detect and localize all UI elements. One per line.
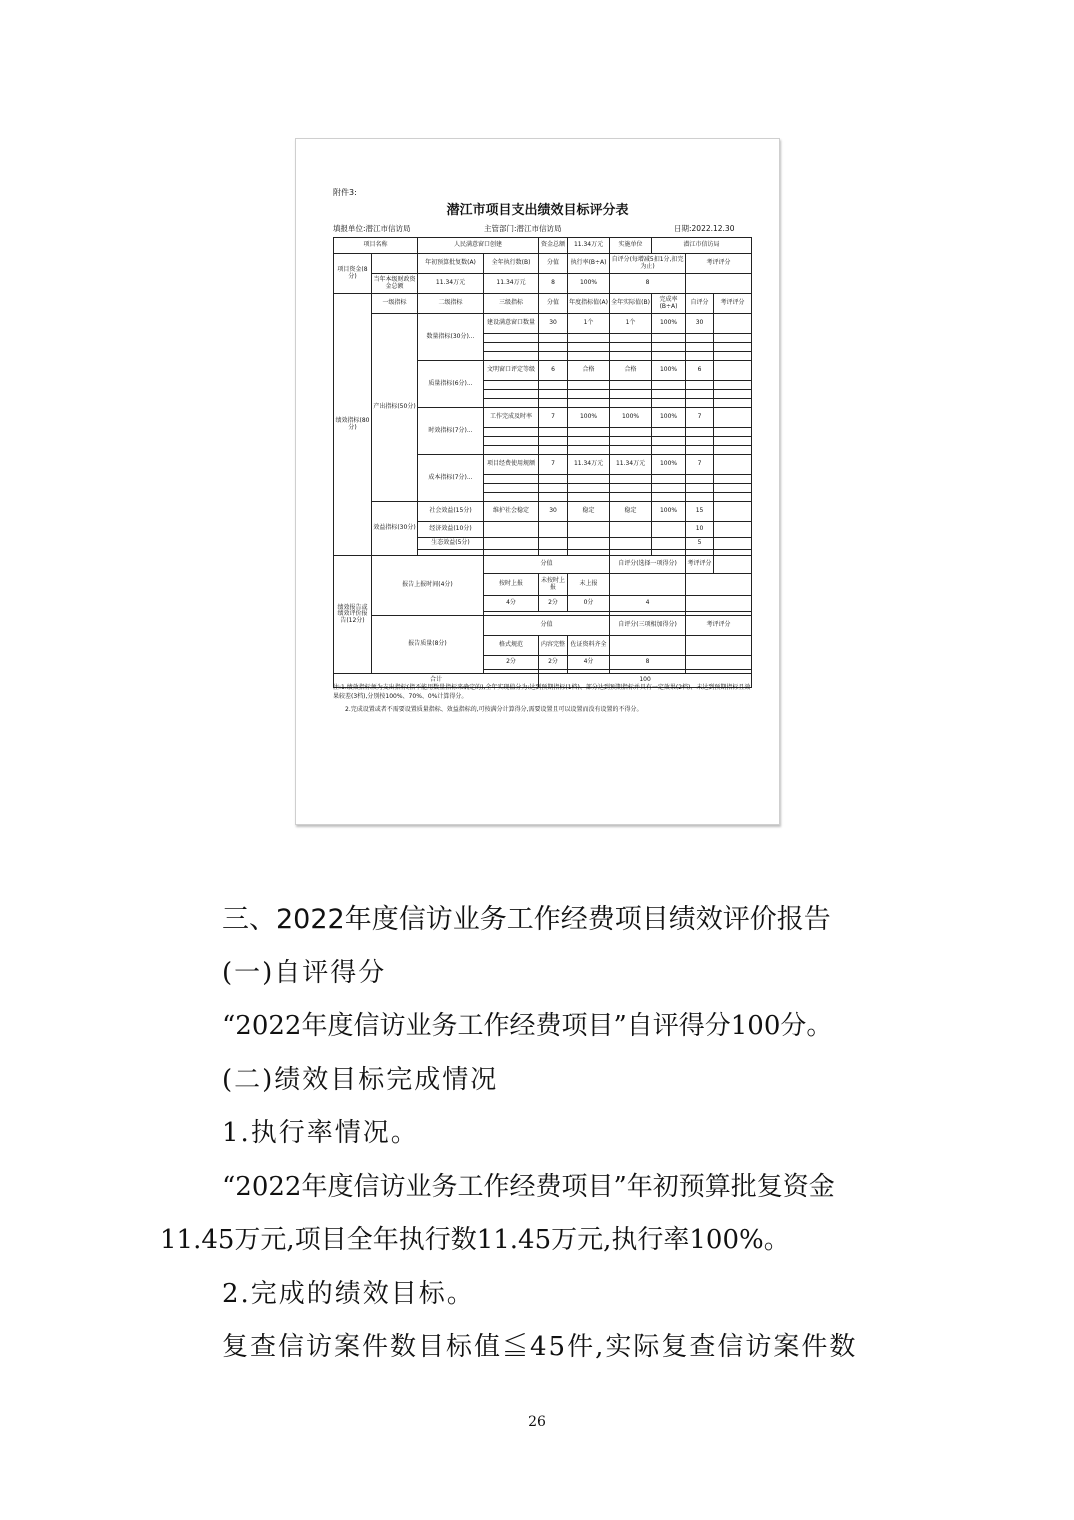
table-row: 质量指标(6分)... 文明窗口评定等级 6 合格 合格 100% 6 — [334, 361, 752, 381]
supervisor-dept: 主管部门:潜江市信访局 — [484, 224, 562, 233]
form-date: 日期:2022.12.30 — [674, 224, 735, 233]
table-row: 绩效报告或绩效评价报告(12分) 报告上报时间(4分) 分值 自评分(选择一项得分) 考评评分 — [334, 556, 752, 574]
table-row: 经济效益(10分) 10 — [334, 522, 752, 538]
table-row: 合计 100 — [334, 674, 752, 688]
subsection-self-score: (一)自评得分 — [222, 957, 387, 988]
paragraph-execution-line2: 11.45万元,项目全年执行数11.45万元,执行率100%。 — [160, 1225, 790, 1255]
paragraph-execution-line1: “2022年度信访业务工作经费项目”年初预算批复资金 — [222, 1171, 835, 1202]
report-body — [160, 893, 920, 1375]
page-number: 26 — [528, 1414, 546, 1430]
paragraph-review-cases: 复查信访案件数目标值≦45件,实际复查信访案件数 — [222, 1332, 858, 1362]
table-row: 项目资金(8分) 年初预算批复数(A) 全年执行数(B) 分值 执行率(B÷A) 自评分(每增减5扣1分,扣完为止) 考评评分 — [334, 254, 752, 274]
table-row: 绩效指标(80分) 一级指标 二级指标 三级指标 分值 年度指标值(A) 全年实际值(B) 完成率(B÷A) 自评分 考评评分 — [334, 294, 752, 314]
scoring-table — [333, 237, 752, 688]
table-row: 按时上报 未按时上报 未上报 — [334, 574, 752, 596]
table-row: 效益指标(30分) 社会效益(15分) 维护社会稳定 30 稳定 稳定 100% 15 — [334, 502, 752, 522]
section-heading: 三、2022年度信访业务工作经费项目绩效评价报告 — [222, 904, 831, 935]
table-row: 项目名称 人民满意窗口创建 资金总额 11.34万元 实施单位 潜江市信访局 — [334, 238, 752, 254]
embedded-scoring-form-image — [295, 138, 780, 825]
table-row: 产出指标(50分) 数量指标(30分)... 建设满意窗口数量 30 1个 1个 100% 30 — [334, 314, 752, 334]
filler-unit: 填报单位:潜江市信访局 — [333, 224, 411, 233]
table-row: 格式规范 内容完整 佐证资料齐全 — [334, 636, 752, 656]
table-row: 2分 2分 4分 8 — [334, 656, 752, 670]
item-execution-rate: 1.执行率情况。 — [222, 1118, 419, 1148]
table-row: 4分 2分 0分 4 — [334, 596, 752, 612]
paragraph-self-score: “2022年度信访业务工作经费项目”自评得分100分。 — [222, 1011, 833, 1041]
form-title: 潜江市项目支出绩效目标评分表 — [446, 203, 629, 218]
subsection-goal-completion: (二)绩效目标完成情况 — [222, 1064, 499, 1095]
table-row: 成本指标(7分)... 项目经费使用规额 7 11.34万元 11.34万元 100% 7 — [334, 455, 752, 475]
form-notes: 注:1.绩效指标须为支出指标(指不能用数量指标来确定的),全年实现值分为:达到预期指标(1档)、部分达到预期指标并具有一定效果(2档)、未达到预期指标且效果较差(3档),分别按100%、70%、0%计算得分。 2.完成设置或者不需要设置质量指标、效益指标的,可按满分计算得分,需要设置且可以设置而没有设置的不得分。 — [333, 684, 751, 714]
attachment-label: 附件3: — [333, 188, 357, 197]
table-row: 时效指标(7分)... 工作完成及时率 7 100% 100% 100% 7 — [334, 408, 752, 428]
table-row: 生态效益(5分) 5 — [334, 538, 752, 550]
table-row: 报告质量(8分) 分值 自评分(三项相加得分) 考评评分 — [334, 616, 752, 636]
table-row: 当年本级财政资金总额 11.34万元 11.34万元 8 100% 8 — [334, 274, 752, 294]
item-completed-goals: 2.完成的绩效目标。 — [222, 1278, 475, 1309]
